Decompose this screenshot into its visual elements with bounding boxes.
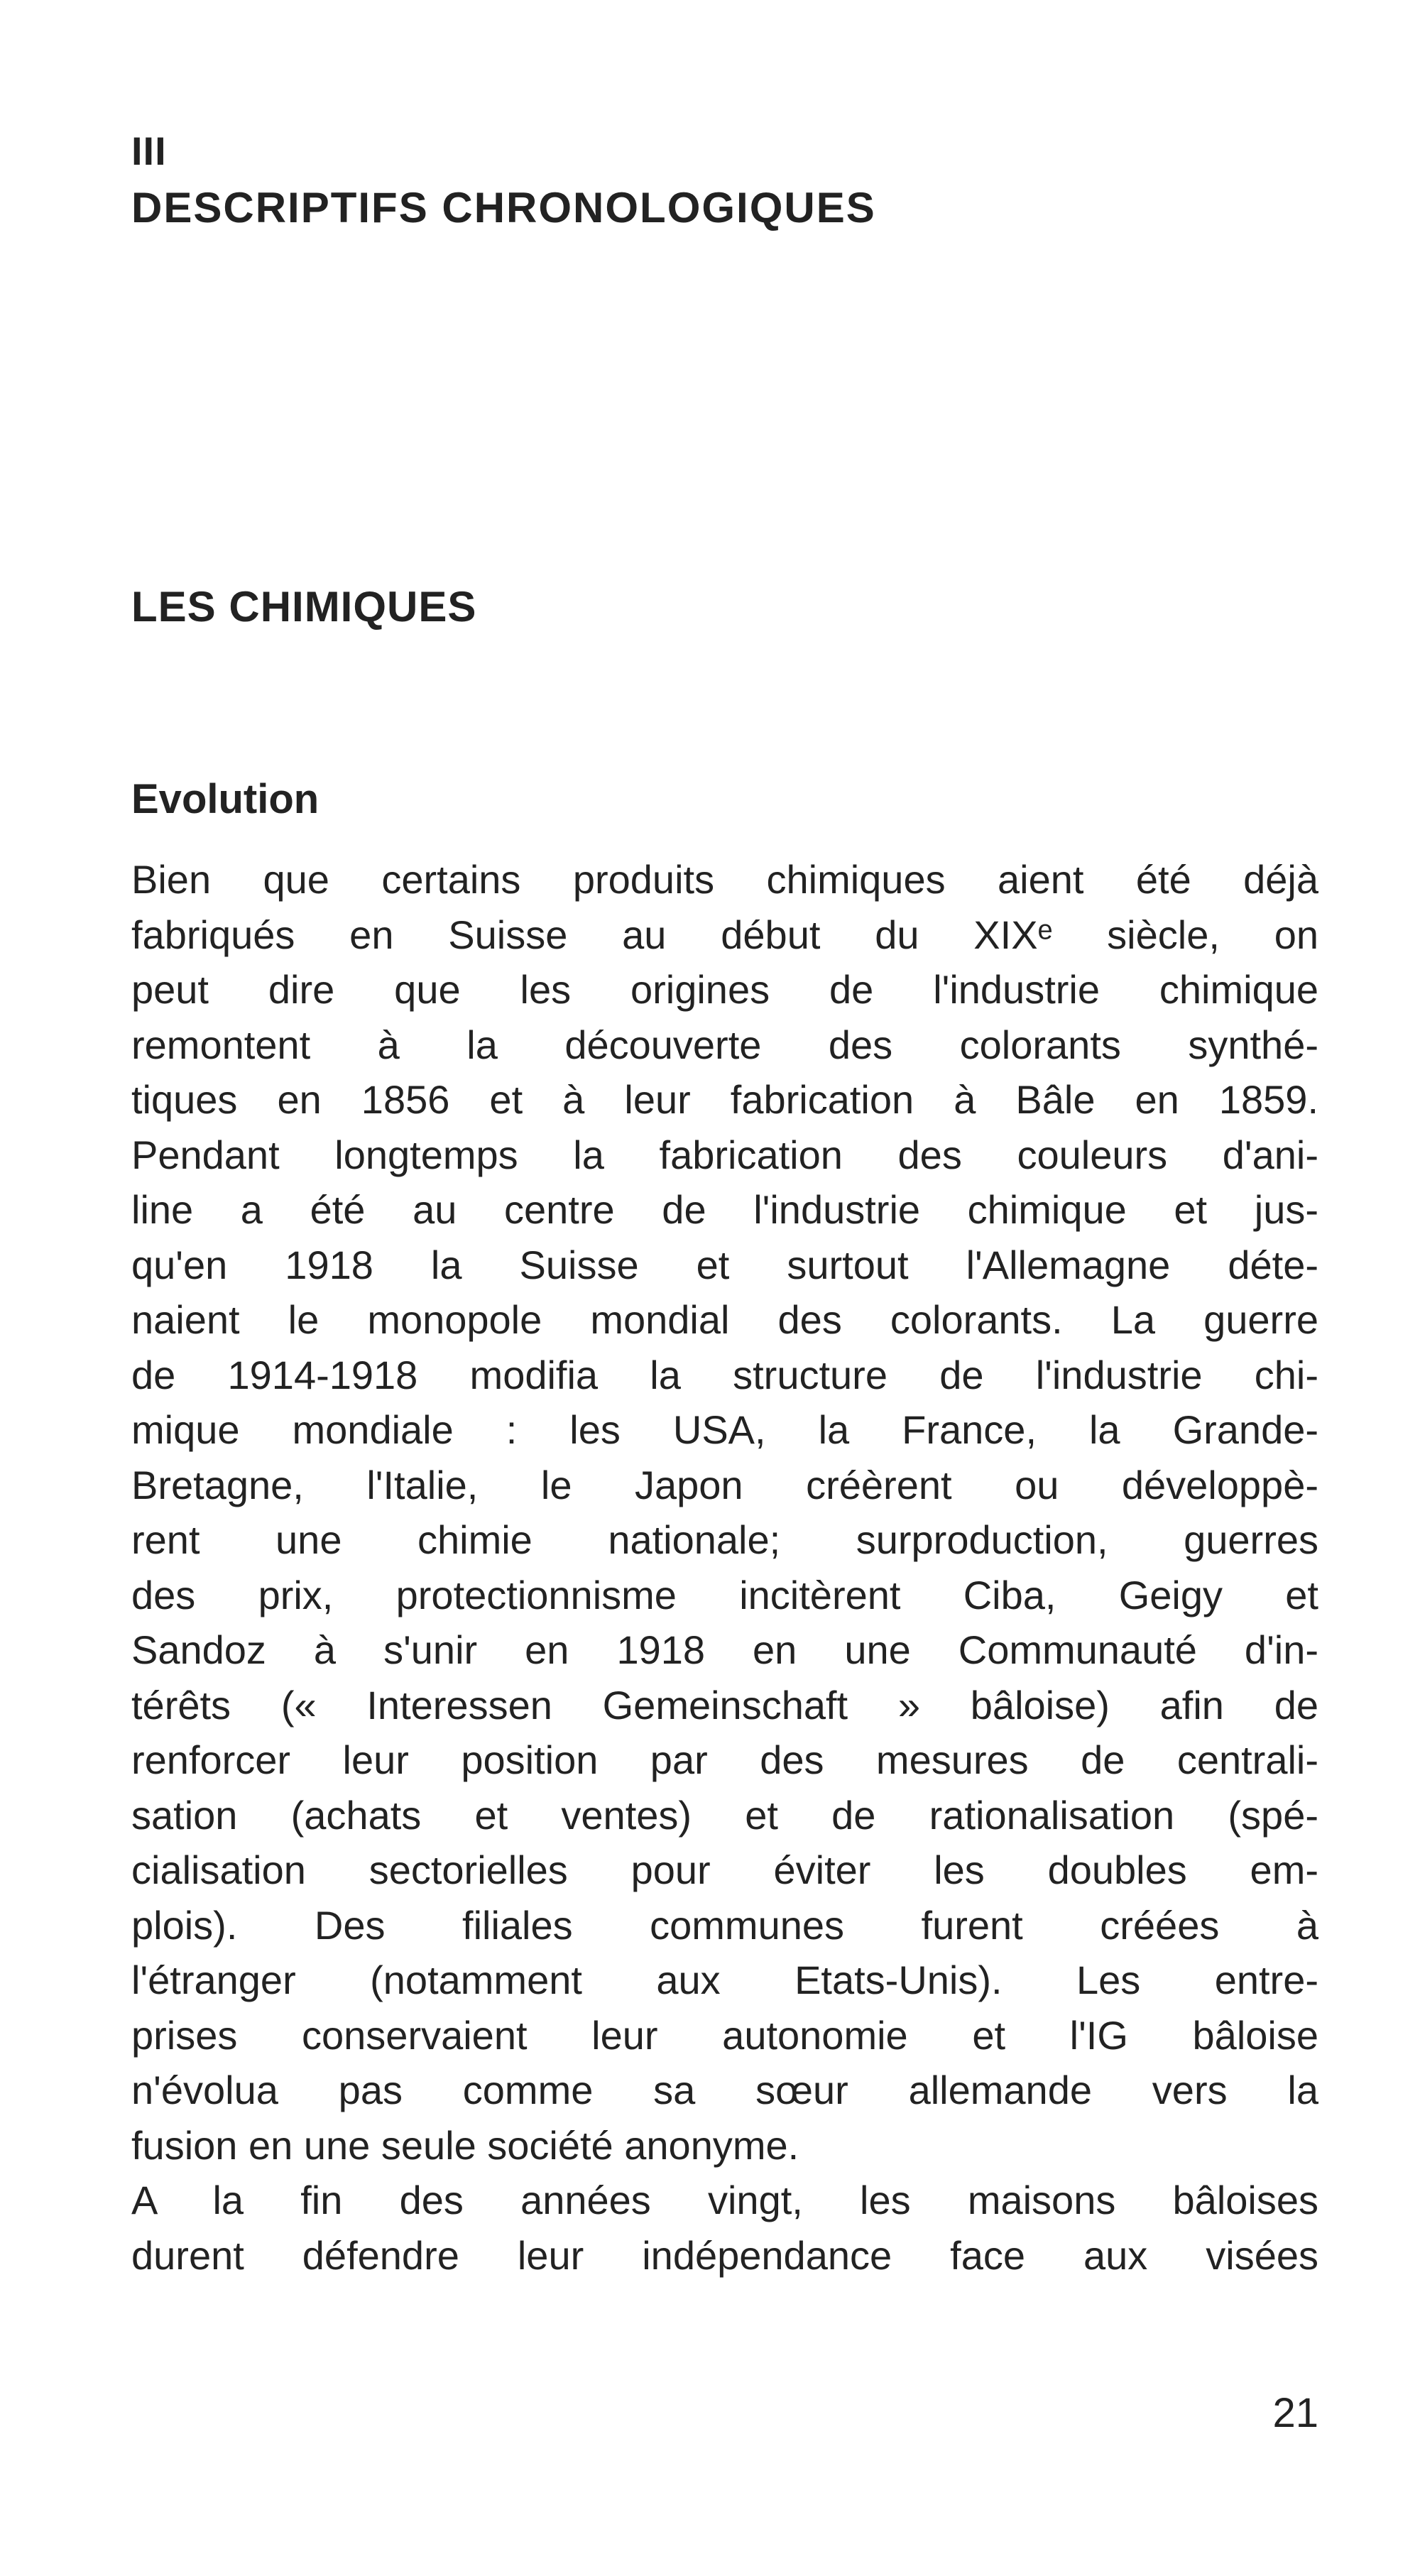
text-line: line a été au centre de l'industrie chimique et jus- — [131, 1187, 1318, 1232]
text-line: cialisation sectorielles pour éviter les doubles em- — [131, 1848, 1318, 1892]
text-line: Bien que certains produits chimiques aient été déjà — [131, 857, 1318, 902]
text-line: Sandoz à s'unir en 1918 en une Communauté d'in- — [131, 1627, 1318, 1672]
body-text — [131, 852, 1318, 2283]
text-line: fabriqués en Suisse au début du XIXᵉ siècle, on — [131, 912, 1318, 957]
section-title: LES CHIMIQUES — [131, 583, 477, 631]
text-line: fusion en une seule société anonyme. — [131, 2122, 799, 2168]
text-line: peut dire que les origines de l'industrie chimique — [131, 967, 1318, 1012]
text-line: plois). Des filiales communes furent créées à — [131, 1902, 1318, 1948]
text-line: térêts (« Interessen Gemeinschaft » bâloise) afin de — [131, 1682, 1318, 1728]
subsection-title: Evolution — [131, 776, 320, 822]
text-line: de 1914-1918 modifia la structure de l'industrie chi- — [131, 1352, 1318, 1397]
text-line: Bretagne, l'Italie, le Japon créèrent ou développè- — [131, 1462, 1318, 1507]
text-line: durent défendre leur indépendance face aux visées — [131, 2232, 1318, 2278]
text-line: mique mondiale : les USA, la France, la Grande- — [131, 1407, 1318, 1452]
text-line: n'évolua pas comme sa sœur allemande vers la — [131, 2068, 1318, 2112]
page-number: 21 — [1272, 2390, 1318, 2436]
text-line: Pendant longtemps la fabrication des couleurs d'ani- — [131, 1132, 1318, 1177]
text-line: rent une chimie nationale; surproduction, guerres — [131, 1517, 1318, 1562]
part-title: DESCRIPTIFS CHRONOLOGIQUES — [131, 184, 876, 231]
text-line: des prix, protectionnisme incitèrent Ciba, Geigy et — [131, 1572, 1318, 1617]
text-line: naient le monopole mondial des colorants. La guerre — [131, 1297, 1318, 1342]
text-line: A la fin des années vingt, les maisons bâloises — [131, 2178, 1318, 2222]
text-line: l'étranger (notamment aux Etats-Unis). Les entre- — [131, 1958, 1318, 2002]
text-line: remontent à la découverte des colorants synthé- — [131, 1022, 1318, 1067]
text-line: renforcer leur position par des mesures de centrali- — [131, 1737, 1318, 1782]
text-line: tiques en 1856 et à leur fabrication à Bâle en 1859. — [131, 1077, 1318, 1122]
text-line: sation (achats et ventes) et de rationalisation (spé- — [131, 1792, 1318, 1838]
text-line: qu'en 1918 la Suisse et surtout l'Allemagne déte- — [131, 1242, 1318, 1287]
text-line: prises conservaient leur autonomie et l'IG bâloise — [131, 2012, 1318, 2058]
part-number: III — [131, 129, 167, 173]
